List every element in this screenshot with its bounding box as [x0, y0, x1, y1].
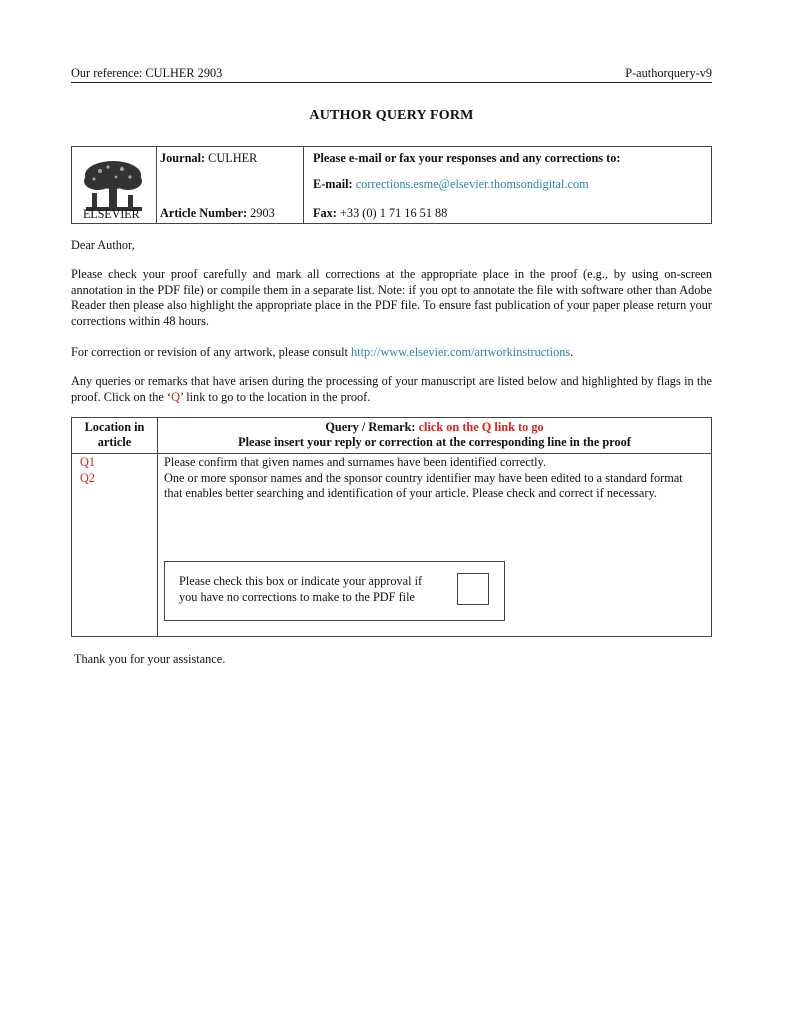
- query-q1-text: Please confirm that given names and surnames have been identified correctly.: [164, 455, 546, 469]
- instruction-label: Please e-mail or fax your responses and any corrections to:: [313, 151, 621, 165]
- email-link[interactable]: corrections.esme@elsevier.thomsondigital.com: [355, 177, 589, 191]
- info-divider-1: [156, 147, 157, 223]
- email-field: [313, 177, 589, 192]
- approval-text: [179, 574, 422, 605]
- article-number-value: 2903: [250, 206, 275, 220]
- greeting: Dear Author,: [71, 238, 135, 252]
- query-q2-text-line1: One or more sponsor names and the sponsor country identifier may have been edited to a standard format: [164, 470, 683, 485]
- fax-value: +33 (0) 1 71 16 51 88: [339, 206, 448, 220]
- journal-field: [160, 151, 257, 166]
- approval-line1: Please check this box or indicate your approval if: [179, 574, 423, 588]
- instruction-text: [313, 151, 621, 166]
- query-link-q1[interactable]: Q1: [80, 455, 96, 469]
- queries-text: Any queries or remarks that have arisen during the processing of your manuscript are listed below and highlighted by flags in the proof. Click on the ‘: [71, 374, 712, 404]
- query-column-divider: [157, 418, 158, 636]
- query-header-line2: Please insert your reply or correction at the corresponding line in the proof: [238, 434, 631, 449]
- article-number-label: Article Number:: [160, 206, 248, 220]
- query-header-rule: [72, 453, 711, 454]
- email-label: E-mail:: [313, 177, 353, 191]
- elsevier-logo-text: ELSEVIER: [83, 207, 140, 221]
- q-link[interactable]: Q: [171, 389, 180, 404]
- approval-checkbox[interactable]: [457, 573, 489, 605]
- instructions-text: Please check your proof carefully and mark all corrections at the appropriate place in the proof (e.g., by using on-screen annotation in the PDF file) or compile them in a separate list. Note: if you opt to annotate the file with software other than Adobe Reader then please also highlight the appropriate place in the PDF file. To ensure fast publication of your paper please return your corrections within 48 hours.: [71, 267, 712, 328]
- fax-field: [313, 206, 447, 221]
- location-header-line2: article: [97, 434, 132, 449]
- closing-text: Thank you for your assistance.: [74, 652, 226, 666]
- fax-label: Fax:: [313, 206, 337, 220]
- location-column-header: [72, 420, 157, 449]
- info-divider-2: [303, 147, 304, 223]
- approval-line2: you have no corrections to make to the PDF file: [179, 589, 415, 604]
- location-header-line1: Location in: [84, 420, 145, 434]
- query-link-q2[interactable]: Q2: [80, 470, 96, 485]
- journal-label: Journal:: [160, 151, 206, 165]
- artwork-text-end: .: [570, 345, 574, 359]
- journal-info-box: [71, 146, 712, 224]
- query-header-link[interactable]: click on the Q link to go: [418, 420, 544, 434]
- article-number-field: [160, 206, 275, 221]
- form-code-text: P-authorquery-v9: [625, 66, 712, 80]
- query-q2-text-line2: that enables better searching and identification of your article. Please check and correct if necessary.: [164, 486, 657, 501]
- queries-paragraph: [71, 374, 712, 405]
- artwork-paragraph: [71, 345, 712, 361]
- query-column-header: [158, 420, 711, 449]
- reference-text: Our reference: CULHER 2903: [71, 66, 223, 80]
- queries-text-end: ’ link to go to the location in the proof.: [179, 389, 371, 404]
- approval-box: [164, 561, 505, 621]
- query-header-label: Query / Remark:: [325, 420, 419, 434]
- query-table: [71, 417, 712, 637]
- journal-value: CULHER: [208, 151, 258, 165]
- artwork-text: For correction or revision of any artwork, please consult: [71, 345, 352, 359]
- page-title: AUTHOR QUERY FORM: [309, 108, 474, 123]
- query-texts: [164, 455, 703, 502]
- instructions-paragraph: [71, 267, 712, 329]
- header-rule: [71, 82, 712, 83]
- artwork-instructions-link[interactable]: http://www.elsevier.com/artworkinstructions: [351, 345, 571, 359]
